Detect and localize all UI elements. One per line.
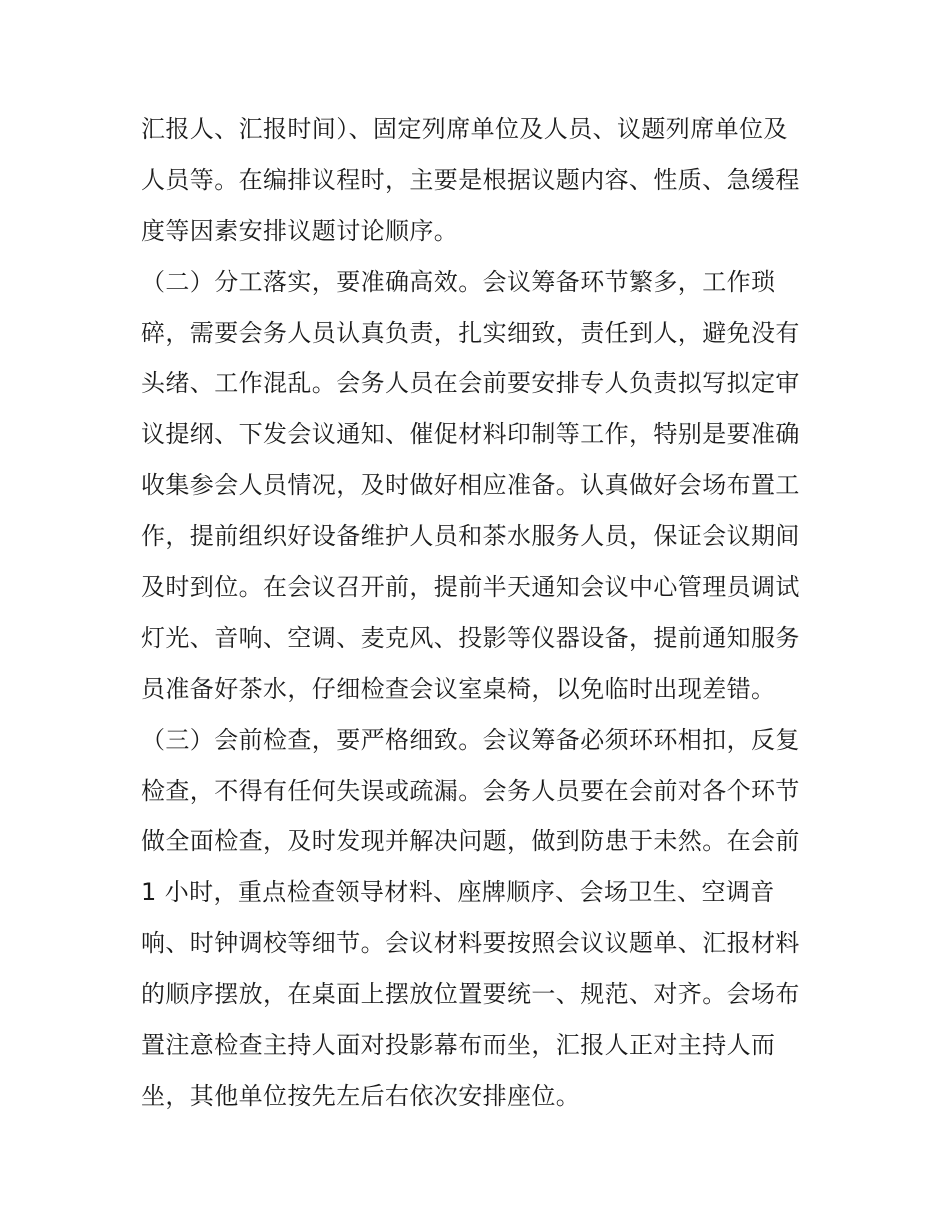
text-line: 坐，其他单位按先左后右依次安排座位。 xyxy=(141,1081,581,1110)
text-line: 响、时钟调校等细节。会议材料要按照会议议题单、汇报材料 xyxy=(141,929,800,958)
section-heading-line: （二）分工落实，要准确高效。会议筹备环节繁多，工作琐 xyxy=(141,267,776,296)
text-line: 及时到位。在会议召开前，提前半天通知会议中心管理员调试 xyxy=(141,573,800,602)
text-line: 1 小时，重点检查领导材料、座牌顺序、会场卫生、空调音 xyxy=(141,878,775,907)
text-line: 汇报人、汇报时间）、固定列席单位及人员、议题列席单位及 xyxy=(141,115,788,143)
text-line: 议提纲、下发会议通知、催促材料印制等工作，特别是要准确 xyxy=(141,420,800,449)
text-line: 做全面检查，及时发现并解决问题，做到防患于未然。在会前 xyxy=(141,827,800,856)
text-line: 检查，不得有任何失误或疏漏。会务人员要在会前对各个环节 xyxy=(141,776,800,805)
text-line: 头绪、工作混乱。会务人员在会前要安排专人负责拟写拟定审 xyxy=(141,369,800,398)
text-line: 碎，需要会务人员认真负责，扎实细致，责任到人，避免没有 xyxy=(141,318,800,347)
text-line: 的顺序摆放，在桌面上摆放位置要统一、规范、对齐。会场布 xyxy=(141,980,800,1009)
text-line: 作，提前组织好设备维护人员和茶水服务人员，保证会议期间 xyxy=(141,522,800,551)
body-text xyxy=(141,104,821,1122)
text-line: 灯光、音响、空调、麦克风、投影等仪器设备，提前通知服务 xyxy=(141,623,800,652)
text-line: 收集参会人员情况，及时做好相应准备。认真做好会场布置工 xyxy=(141,471,800,500)
section-heading-line: （三）会前检查，要严格细致。会议筹备必须环环相扣，反复 xyxy=(141,725,800,754)
text-line: 人员等。在编排议程时，主要是根据议题内容、性质、急缓程 xyxy=(141,165,800,194)
text-line: 度等因素安排议题讨论顺序。 xyxy=(141,216,459,245)
text-line: 员准备好茶水，仔细检查会议室桌椅，以免临时出现差错。 xyxy=(141,674,776,703)
text-line: 置注意检查主持人面对投影幕布而坐，汇报人正对主持人而 xyxy=(141,1031,776,1060)
